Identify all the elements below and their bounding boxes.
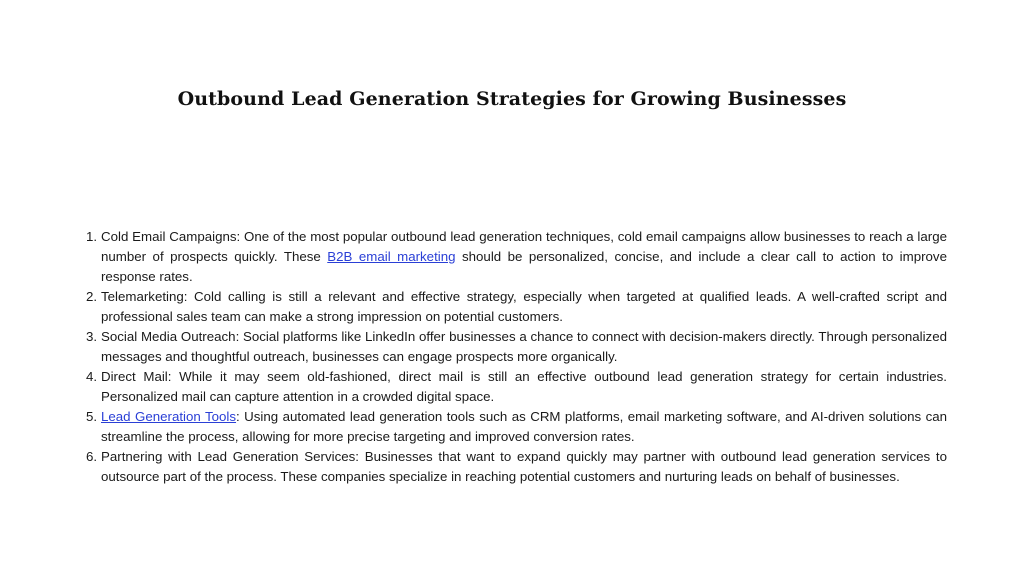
inline-link[interactable]: B2B email marketing bbox=[327, 249, 456, 264]
list-item-text: Cold Email Campaigns: One of the most popular outbound lead generation techniques, cold email campaigns allow businesses to reach a large number of prospects quickly. These bbox=[101, 229, 947, 264]
list-item bbox=[80, 227, 947, 287]
page-title: Outbound Lead Generation Strategies for Growing Businesses bbox=[177, 88, 847, 110]
list-item-text: Partnering with Lead Generation Services: Businesses that want to expand quickly may partner with outbound lead generation services to outsource part of the process. These companies specialize in reaching potential customers and nurturing leads on behalf of businesses. bbox=[101, 449, 947, 484]
list-item-number: 1. bbox=[86, 229, 98, 244]
list-item-text: Direct Mail: While it may seem old-fashioned, direct mail is still an effective outbound lead generation strategy for certain industries. Personalized mail can capture attention in a crowded digital space. bbox=[101, 369, 947, 404]
list-item-number: 3. bbox=[86, 329, 98, 344]
list-item bbox=[80, 287, 947, 327]
list-item-number: 2. bbox=[86, 289, 98, 304]
strategy-list bbox=[80, 227, 947, 487]
list-item-text: Telemarketing: Cold calling is still a relevant and effective strategy, especially when targeted at qualified leads. A well-crafted script and professional sales team can make a strong impression on potential customers. bbox=[101, 289, 947, 324]
list-item-number: 5. bbox=[86, 409, 98, 424]
inline-link[interactable]: Lead Generation Tools bbox=[101, 409, 237, 424]
list-item-text: Social Media Outreach: Social platforms like LinkedIn offer businesses a chance to connect with decision-makers directly. Through personalized messages and thoughtful outreach, businesses can engage prospects more organically. bbox=[101, 329, 947, 364]
list-item-text: should be personalized, concise, and include a clear call to action to improve response rates. bbox=[101, 249, 947, 284]
list-item-number: 6. bbox=[86, 449, 98, 464]
list-item bbox=[80, 407, 947, 447]
list-item bbox=[80, 367, 947, 407]
list-item bbox=[80, 327, 947, 367]
list-item-number: 4. bbox=[86, 369, 98, 384]
list-item bbox=[80, 447, 947, 487]
list-item-text: : Using automated lead generation tools such as CRM platforms, email marketing software, and AI-driven solutions can streamline the process, allowing for more precise targeting and improved conversion rates. bbox=[101, 409, 948, 444]
